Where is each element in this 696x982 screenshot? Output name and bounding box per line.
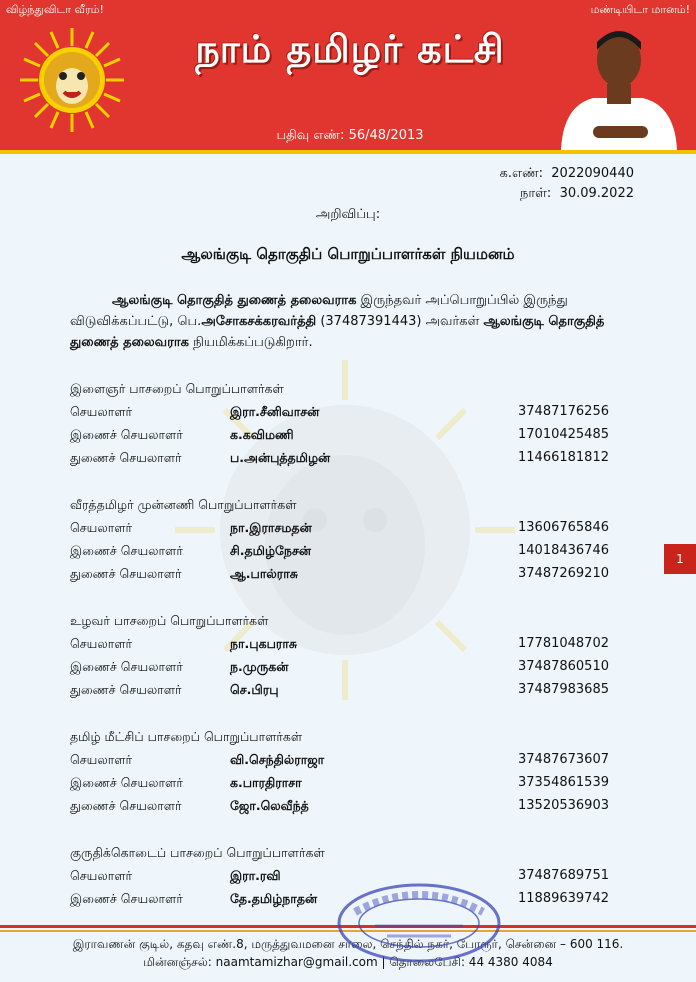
section-youth-wing bbox=[70, 378, 636, 469]
party-name-logo: நாம் தமிழர் கட்சி bbox=[195, 26, 505, 71]
table-row: செயலாளர் நா.புகபராசு 17781048702 bbox=[70, 636, 609, 651]
slogan-right: மண்டியிடா மானம்! bbox=[590, 3, 690, 16]
section-tamil-revival bbox=[70, 726, 636, 817]
page-number-badge: 1 bbox=[664, 544, 696, 574]
party-seal-stamp bbox=[335, 882, 503, 964]
footer-contact: மின்னஞ்சல்: naamtamizhar@gmail.com | தொலைபேசி: 44 4380 4084 bbox=[143, 955, 553, 969]
tiger-emblem-icon bbox=[18, 26, 126, 134]
table-row: இணைச் செயலாளர் க.கவிமணி 17010425485 bbox=[70, 427, 609, 442]
reference-block bbox=[500, 164, 635, 204]
section-heading: உழவர் பாசறைப் பொறுப்பாளர்கள் bbox=[70, 613, 269, 628]
table-row: இணைச் செயலாளர் ந.முருகன் 37487860510 bbox=[70, 659, 609, 674]
leader-portrait bbox=[553, 14, 683, 150]
table-row: இணைச் செயலாளர் தே.தமிழ்நாதன் 11889639742 bbox=[70, 891, 609, 906]
date: நாள்: 30.09.2022 bbox=[520, 186, 634, 201]
table-row: செயலாளர் நா.இராசமதன் 13606765846 bbox=[70, 520, 609, 535]
announcement-paragraph: ஆலங்குடி தொகுதித் துணைத் தலைவராக இருந்தவர் அப்பொறுப்பில் இருந்து விடுவிக்கப்பட்டு, பெ.அசோகசக்கரவர்த்தி (37487391443) அவர்கள் ஆலங்குடி தொகுதித் துணைத் தலைவராக நியமிக்கப்படுகிறார். bbox=[70, 293, 605, 350]
letterhead-banner bbox=[0, 0, 696, 150]
notice-label: அறிவிப்பு: bbox=[315, 207, 381, 222]
footer-address: இராவணன் குடில், கதவு எண்.8, மருத்துவமனை சாலை, செந்தில் நகர், போரூர், சென்னை – 600 116. bbox=[72, 937, 624, 951]
section-veera-tamilar bbox=[70, 494, 636, 585]
table-row: இணைச் செயலாளர் க.பாரதிராசா 37354861539 bbox=[70, 775, 609, 790]
section-heading: வீரத்தமிழர் முன்னணி பொறுப்பாளர்கள் bbox=[70, 497, 297, 512]
table-row: செயலாளர் வி.செந்தில்ராஜா 37487673607 bbox=[70, 752, 609, 767]
table-row: செயலாளர் இரா.சீனிவாசன் 37487176256 bbox=[70, 404, 609, 419]
section-heading: தமிழ் மீட்சிப் பாசறைப் பொறுப்பாளர்கள் bbox=[70, 729, 303, 744]
header-stripe bbox=[0, 150, 696, 154]
table-row: துணைச் செயலாளர் ஜோ.லெவீந்த் 13520536903 bbox=[70, 798, 609, 813]
table-row: துணைச் செயலாளர் ப.அன்புத்தமிழன் 11466181812 bbox=[70, 450, 609, 465]
reference-number: க.எண்: 2022090440 bbox=[499, 166, 634, 181]
section-heading: இளைஞர் பாசறைப் பொறுப்பாளர்கள் bbox=[70, 381, 284, 396]
registration-number: பதிவு எண்: 56/48/2013 bbox=[276, 128, 424, 143]
document-title: ஆலங்குடி தொகுதிப் பொறுப்பாளர்கள் நியமனம் bbox=[181, 245, 515, 263]
section-heading: குருதிக்கொடைப் பாசறைப் பொறுப்பாளர்கள் bbox=[70, 845, 325, 860]
table-row: துணைச் செயலாளர் செ.பிரபு 37487983685 bbox=[70, 682, 609, 697]
section-farmers-wing bbox=[70, 610, 636, 701]
table-row: செயலாளர் இரா.ரவி 37487689751 bbox=[70, 868, 609, 883]
table-row: துணைச் செயலாளர் ஆ.பால்ராசு 37487269210 bbox=[70, 566, 609, 581]
table-row: இணைச் செயலாளர் சி.தமிழ்நேசன் 14018436746 bbox=[70, 543, 609, 558]
slogan-left: விழ்ந்துவிடா வீரம்! bbox=[6, 3, 104, 16]
